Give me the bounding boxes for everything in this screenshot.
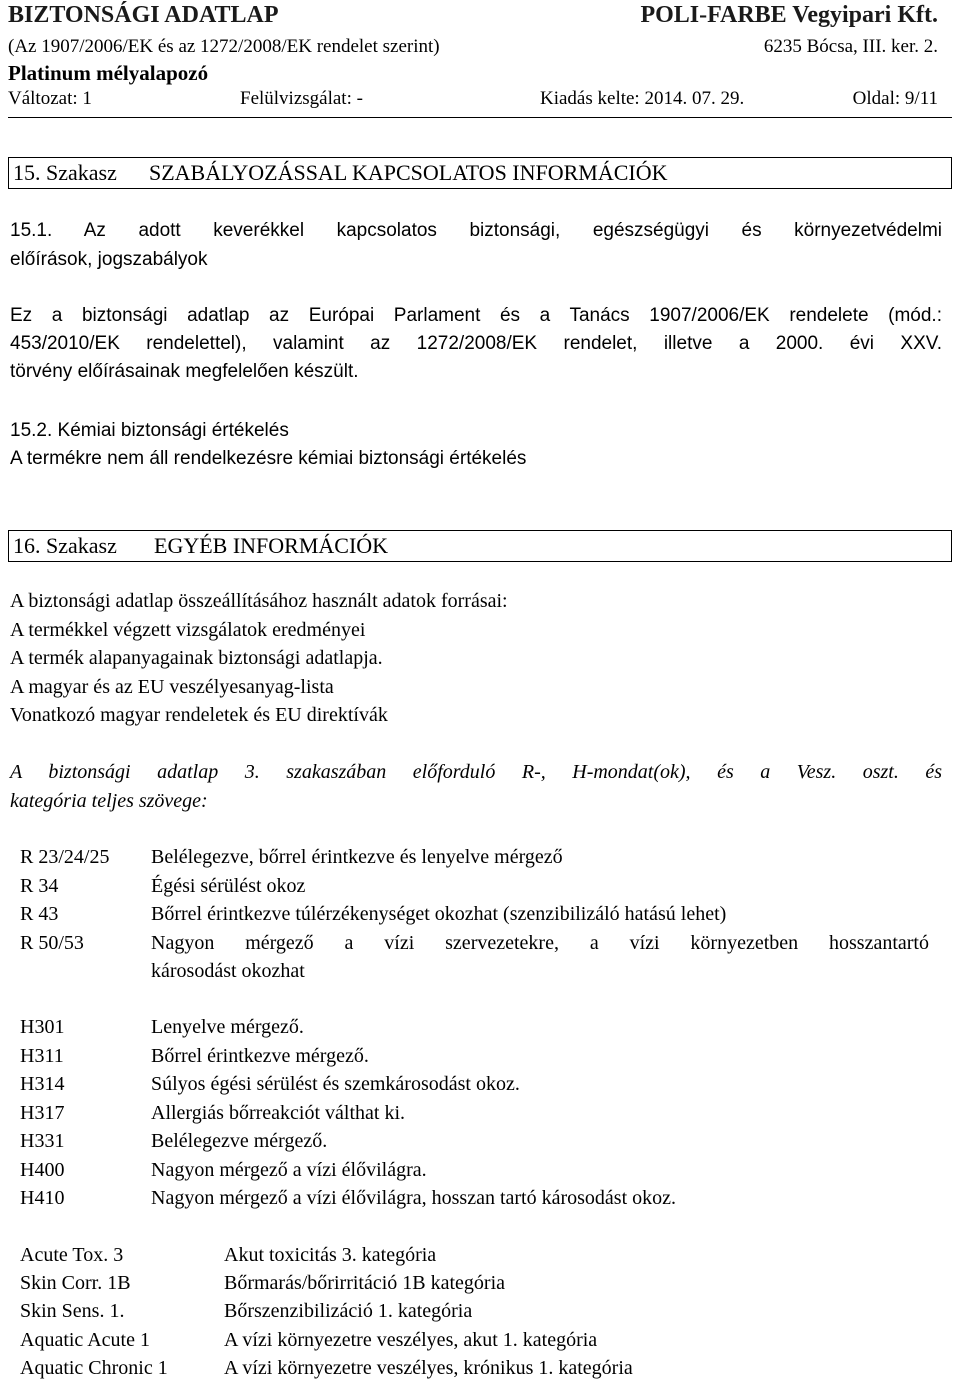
section-16-title: EGYÉB INFORMÁCIÓK (154, 533, 389, 558)
h-phrase-code: H317 (20, 1102, 65, 1124)
sources-line: Vonatkozó magyar rendeletek és EU direktívák (10, 704, 388, 726)
h-phrase-code: H331 (20, 1130, 65, 1152)
section-16-number: 16. Szakasz (13, 533, 117, 558)
r-phrase-code: R 50/53 (20, 932, 84, 954)
document-title: BIZTONSÁGI ADATLAP (8, 2, 279, 28)
r-phrase-text-continued: károsodást okozhat (151, 960, 305, 982)
r-phrase-text: Bőrrel érintkezve túlérzékenységet okozhat (szenzibilizáló hatású lehet) (151, 903, 727, 925)
section-16-header (8, 530, 952, 562)
hazard-class-text: A vízi környezetre veszélyes, akut 1. kategória (224, 1329, 598, 1351)
hazard-class-code: Skin Corr. 1B (20, 1272, 131, 1294)
hazard-class-code: Aquatic Acute 1 (20, 1329, 150, 1351)
h-phrase-text: Belélegezve mérgező. (151, 1130, 328, 1152)
subsection-15-1-title-line1: 15.1. Az adott keverékkel kapcsolatos biztonsági, egészségügyi és környezetvédelmi (10, 220, 942, 241)
sources-line: A termék alapanyagainak biztonsági adatlapja. (10, 647, 383, 669)
regulation-paragraph-line1: Ez a biztonsági adatlap az Európai Parlament és a Tanács 1907/2006/EK rendelete (mód.: (10, 305, 942, 326)
hazard-class-code: Aquatic Chronic 1 (20, 1357, 168, 1379)
sources-line: A magyar és az EU veszélyesanyag-lista (10, 676, 334, 698)
header-divider (8, 117, 952, 118)
sources-line: A termékkel végzett vizsgálatok eredményei (10, 619, 366, 641)
h-phrase-text: Lenyelve mérgező. (151, 1016, 304, 1038)
h-phrase-text: Nagyon mérgező a vízi élővilágra. (151, 1159, 427, 1181)
hazard-class-text: A vízi környezetre veszélyes, krónikus 1. kategória (224, 1357, 633, 1379)
fulltext-heading-line2: kategória teljes szövege: (10, 790, 208, 812)
r-phrase-code: R 43 (20, 903, 59, 925)
page-number: Oldal: 9/11 (852, 88, 938, 109)
hazard-class-code: Acute Tox. 3 (20, 1244, 124, 1266)
hazard-class-code: Skin Sens. 1. (20, 1300, 125, 1322)
sources-line: A biztonsági adatlap összeállításához használt adatok forrásai: (10, 590, 508, 612)
hazard-class-text: Bőrmarás/bőrirritáció 1B kategória (224, 1272, 506, 1294)
r-phrase-text: Égési sérülést okoz (151, 875, 306, 897)
product-name: Platinum mélyalapozó (8, 61, 209, 85)
section-15-number: 15. Szakasz (13, 160, 117, 185)
r-phrase-code: R 23/24/25 (20, 846, 110, 868)
subsection-15-2-text: A termékre nem áll rendelkezésre kémiai biztonsági értékelés (10, 448, 527, 469)
company-name: POLI-FARBE Vegyipari Kft. (640, 2, 938, 28)
h-phrase-text: Bőrrel érintkezve mérgező. (151, 1045, 369, 1067)
r-phrase-text: Nagyon mérgező a vízi szervezetekre, a vízi környezetben hosszantartó (151, 932, 929, 954)
h-phrase-text: Allergiás bőrreakciót válthat ki. (151, 1102, 405, 1124)
h-phrase-text: Nagyon mérgező a vízi élővilágra, hosszan tartó károsodást okoz. (151, 1187, 677, 1209)
r-phrase-code: R 34 (20, 875, 59, 897)
hazard-class-text: Bőrszenzibilizáció 1. kategória (224, 1300, 473, 1322)
h-phrase-code: H301 (20, 1016, 65, 1038)
fulltext-heading-line1: A biztonsági adatlap 3. szakaszában előforduló R-, H-mondat(ok), és a Vesz. oszt. és (10, 761, 942, 783)
subsection-15-2-title: 15.2. Kémiai biztonsági értékelés (10, 420, 289, 441)
revision-label: Felülvizsgálat: - (240, 88, 363, 109)
h-phrase-code: H311 (20, 1045, 64, 1067)
hazard-class-text: Akut toxicitás 3. kategória (224, 1244, 437, 1266)
regulation-paragraph-line3: törvény előírásainak megfelelően készült. (10, 361, 359, 382)
h-phrase-code: H410 (20, 1187, 65, 1209)
section-15-header (8, 157, 952, 189)
h-phrase-code: H400 (20, 1159, 65, 1181)
r-phrase-text: Belélegezve, bőrrel érintkezve és lenyelve mérgező (151, 846, 563, 868)
version-label: Változat: 1 (8, 88, 92, 109)
subsection-15-1-title-line2: előírások, jogszabályok (10, 249, 208, 270)
h-phrase-text: Súlyos égési sérülést és szemkárosodást okoz. (151, 1073, 520, 1095)
section-15-title: SZABÁLYOZÁSSAL KAPCSOLATOS INFORMÁCIÓK (149, 160, 668, 185)
h-phrase-code: H314 (20, 1073, 65, 1095)
regulation-paragraph-line2: 453/2010/EK rendelettel), valamint az 1272/2008/EK rendelet, illetve a 2000. évi XXV. (10, 333, 942, 354)
regulation-note: (Az 1907/2006/EK és az 1272/2008/EK rendelet szerint) (8, 36, 440, 57)
issue-date: Kiadás kelte: 2014. 07. 29. (540, 88, 745, 109)
company-address: 6235 Bócsa, III. ker. 2. (763, 36, 938, 57)
